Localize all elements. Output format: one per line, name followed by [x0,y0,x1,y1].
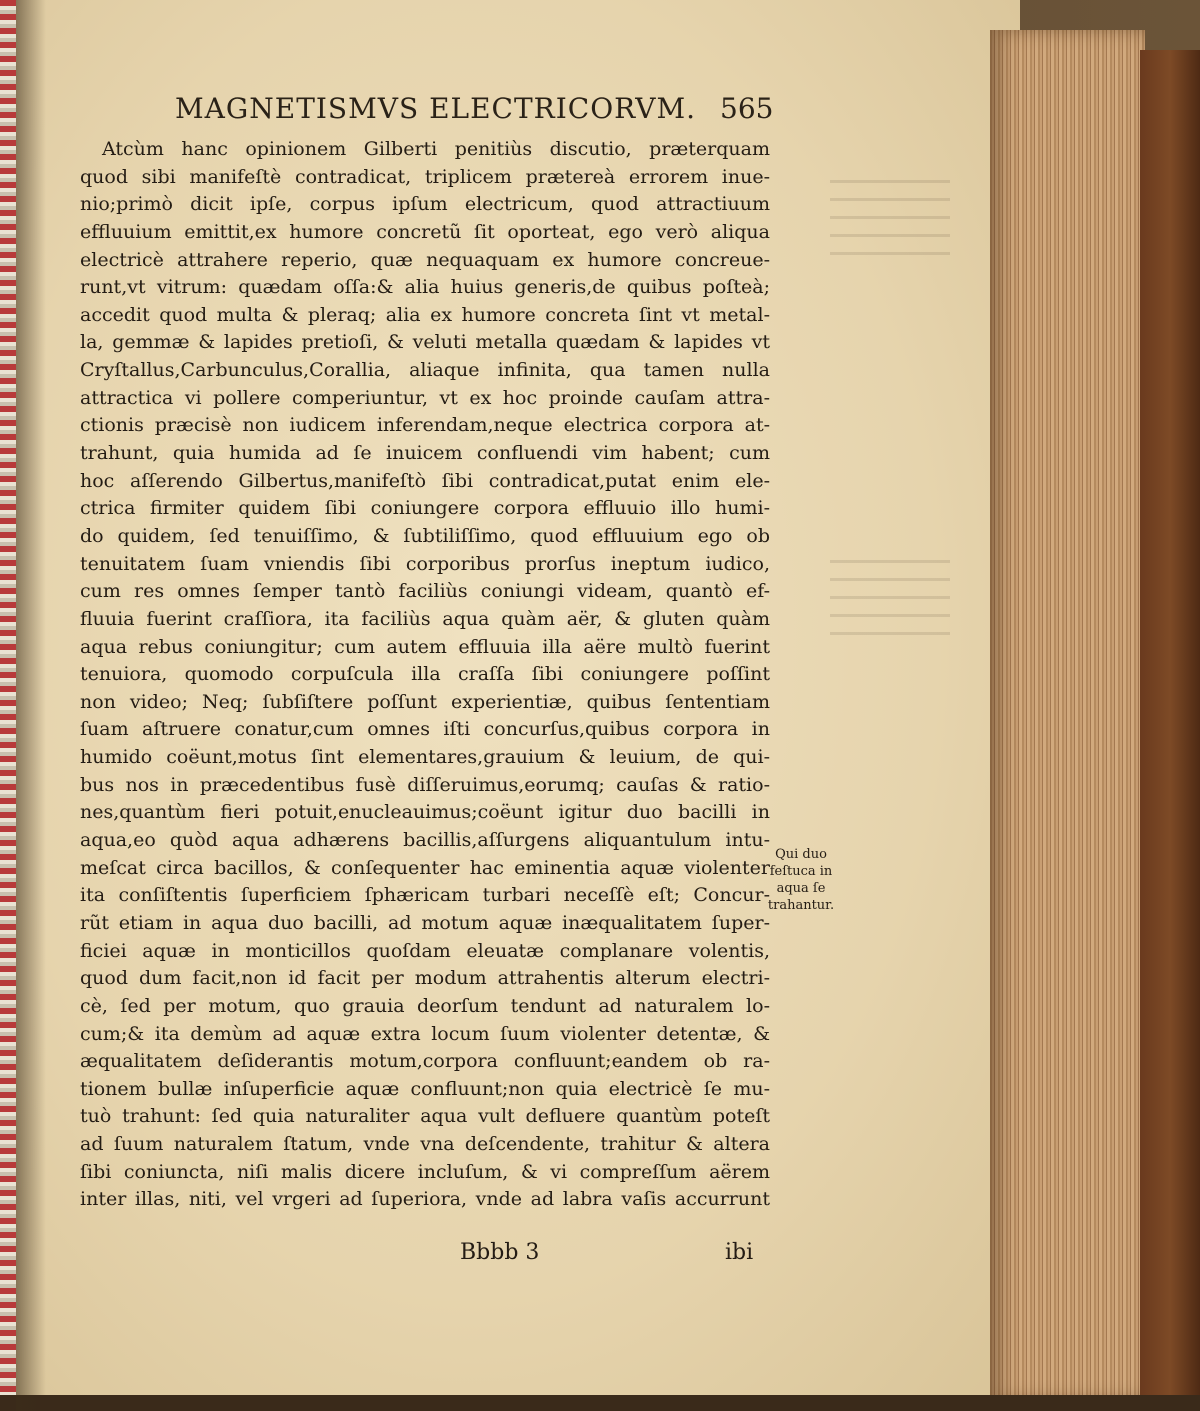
book-cover [1140,50,1200,1411]
marginal-note-line: Qui duo [775,847,827,862]
text-line: Cryſtallus,Carbunculus,Corallia, aliaque infinita, qua tamen nulla [80,359,770,382]
text-line: electricè attrahere reperio, quæ nequaquam ex humore concreue- [80,248,770,271]
show-through-ink [830,560,950,650]
text-line: ad ſuum naturalem ſtatum, vnde vna deſcendente, trahitur & altera [80,1133,770,1156]
text-line: ctionis præcisè non iudicem inferendam,neque electrica corpora at- [80,414,770,437]
text-line: quod sibi manifeſtè contradicat, triplicem prætereà errorem inue- [80,165,770,188]
text-line: inter illas, niti, vel vrgeri ad ſuperiora, vnde ad labra vaſis accurrunt [80,1188,770,1211]
running-head: MAGNETISMVS ELECTRICORVM. [175,92,697,125]
page-header [175,92,875,132]
signature-mark: Bbbb 3 [460,1240,540,1265]
text-line: effluuium emittit,ex humore concretũ ſit oporteat, ego verò aliqua [80,220,770,243]
text-line: tionem bullæ inſuperficie aquæ confluunt;non quia electricè ſe mu- [80,1077,770,1100]
text-line: aqua rebus coniungitur; cum autem effluuia illa aëre multò fuerint [80,635,770,658]
text-line: ita conſiſtentis ſuperficiem ſphæricam turbari neceſſè eſt; Concur- [80,884,770,907]
body-text [80,136,770,1214]
text-line: tenuiora, quomodo corpuſcula illa craſſa ſibi coniungere poſſint [80,663,770,686]
text-line: humido coëunt,motus ſint elementares,grauium & leuium, de qui- [80,746,770,769]
page-number: 565 [720,92,774,125]
text-line: do quidem, ſed tenuiſſimo, & ſubtiliſſimo, quod effluuium ego ob [80,524,770,547]
text-line: rũt etiam in aqua duo bacilli, ad motum aquæ inæqualitatem ſuper- [80,911,770,934]
text-line: attractica vi pollere comperiuntur, vt ex hoc proinde cauſam attra- [80,386,770,409]
text-line: tenuitatem ſuam vniendis ſibi corporibus prorſus ineptum iudico, [80,552,770,575]
text-line: cum res omnes ſemper tantò faciliùs coniungi videam, quantò ef- [80,580,770,603]
text-line: quod dum facit,non id facit per modum attrahentis alterum electri- [80,967,770,990]
text-line: nio;primò dicit ipſe, corpus ipſum electricum, quod attractiuum [80,193,770,216]
marginal-note [760,846,842,914]
text-line: ſibi coniuncta, niſi malis dicere incluſum, & vi compreſſum aërem [80,1160,770,1183]
show-through-ink [830,180,950,270]
text-line: ficiei aquæ in monticillos quoſdam eleuatæ complanare volentis, [80,939,770,962]
text-line: hoc aſſerendo Gilbertus,manifeſtò ſibi contradicat,putat enim ele- [80,469,770,492]
text-line: cum;& ita demùm ad aquæ extra locum ſuum violenter detentæ, & [80,1022,770,1045]
cover-board-bottom [0,1395,1200,1411]
marginal-note-line: feſtuca in [769,864,833,879]
spine-edge [0,0,16,1411]
marginal-note-line: aqua ſe [776,881,826,896]
text-line: tuò trahunt: ſed quia naturaliter aqua vult defluere quantùm poteſt [80,1105,770,1128]
text-line: runt,vt vitrum: quædam oſſa:& alia huius generis,de quibus poſteà; [80,276,770,299]
catchword: ibi [725,1240,754,1265]
text-line: ſuam aſtruere conatur,cum omnes iſti concurſus,quibus corpora in [80,718,770,741]
text-line: ctrica firmiter quidem ſibi coniungere corpora effluuio illo humi- [80,497,770,520]
gutter-shadow [16,0,46,1411]
text-line: æqualitatem deſiderantis motum,corpora confluunt;eandem ob ra- [80,1050,770,1073]
text-line: aqua,eo quòd aqua adhærens bacillis,aſſurgens aliquantulum intu- [80,829,770,852]
marginal-note-line: trahantur. [767,898,835,913]
page-block-edges [990,30,1145,1400]
text-line: fluuia fuerint craſſiora, ita faciliùs aqua quàm aër, & gluten quàm [80,607,770,630]
text-line: trahunt, quia humida ad ſe inuicem confluendi vim habent; cum [80,442,770,465]
page-footer [460,1240,770,1276]
text-line: accedit quod multa & pleraq; alia ex humore concreta ſint vt metal- [80,303,770,326]
text-line: Atcùm hanc opinionem Gilberti penitiùs discutio, præterquam [102,138,770,160]
text-line: nes,quantùm fieri potuit,enucleauimus;coëunt igitur duo bacilli in [80,801,770,824]
text-line: la, gemmæ & lapides pretioſi, & veluti metalla quædam & lapides vt [80,331,770,354]
text-line: bus nos in præcedentibus fusè diſſeruimus,eorumq; cauſas & ratio- [80,773,770,796]
text-line: cè, ſed per motum, quo grauia deorſum tendunt ad naturalem lo- [80,994,770,1017]
text-line: non video; Neq; ſubſiſtere poſſunt experientiæ, quibus ſententiam [80,690,770,713]
text-line: meſcat circa bacillos, & conſequenter hac eminentia aquæ violenter [80,856,770,879]
